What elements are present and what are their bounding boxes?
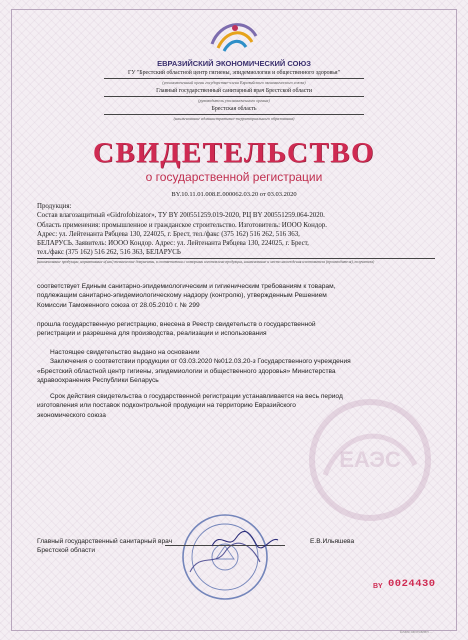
validity-line: экономического союза <box>37 411 106 419</box>
registration-block <box>37 320 437 339</box>
footer-note: Бланк изготовлен ... <box>400 630 433 634</box>
registration-line: прошла государственную регистрацию, внесена в Реестр свидетельств о государственной <box>37 321 316 328</box>
union-name: ЕВРАЗИЙСКИЙ ЭКОНОМИЧЕСКИЙ СОЮЗ <box>157 59 311 68</box>
conformity-line: соответствует Единым санитарно-эпидемиологическим и гигиеническим требованиям к товарам, <box>37 283 336 290</box>
institution-caption: (уполномоченный орган государства-члена Евразийского экономического союза) <box>162 80 306 85</box>
institution-name: ГУ "Брестский областной центр гигиены, эпидемиологии и общественного здоровья" <box>128 70 340 76</box>
product-block <box>37 202 437 258</box>
eaeu-watermark <box>300 395 440 525</box>
product-line: Состав влагозащитный «Gidrofobizator», ТУ BY 200551259.019-2020, РЦ BY 200551259.064-2020. <box>37 212 325 220</box>
signatory-region: Брестской области <box>37 547 96 554</box>
certificate-subtitle: о государственной регистрации <box>145 170 323 184</box>
basis-line: «Брестский областной центр гигиены, эпидемиологии и общественного здоровья» Министерства <box>37 367 336 375</box>
signatory-name: Е.В.Ильяшева <box>310 538 355 545</box>
official-underline <box>104 96 364 97</box>
official-stamp-icon <box>180 512 270 602</box>
product-line: БЕЛАРУСЬ. Заявитель: ИООО Кондор. Адрес: ул. Лейтенанта Рябцева 130, 224025, г. Брест, <box>37 240 309 248</box>
conformity-line: Комиссии Таможенного союза от 28.05.2010 г. № 299 <box>37 301 200 309</box>
product-underline <box>37 258 435 259</box>
handwritten-signature-icon <box>210 528 280 552</box>
signatory-block <box>37 537 172 555</box>
product-line: Область применения: промышленное и гражданское строительство. Изготовитель: ИООО Кондор. <box>37 221 327 229</box>
eaeu-logo-icon <box>206 14 262 54</box>
product-caption: (наименование продукции, нормативные и(или) технические документы, в соответствии с которыми изготовлена продукция, наименование и место нахождения изготовителя (производителя), получателя) <box>37 260 375 264</box>
region-underline <box>104 114 364 115</box>
basis-line: здравоохранения Республики Беларусь <box>37 376 159 384</box>
product-line: тел./факс (375 162) 516 262, 516 363, БЕЛАРУСЬ <box>37 249 181 257</box>
conformity-line: подлежащим санитарно-эпидемиологическому надзору (контролю), утвержденным Решением <box>37 292 327 300</box>
region-name: Брестская область <box>211 106 257 112</box>
official-caption: (руководитель уполномоченного органа) <box>198 98 270 103</box>
institution-underline <box>104 78 364 79</box>
region-caption: (наименование административно-территориального образования) <box>173 116 295 121</box>
registration-line: регистрации и разрешена для производства, реализации и использования <box>37 330 267 338</box>
basis-heading: Настоящее свидетельство выдано на основании <box>50 349 200 356</box>
validity-line: Срок действия свидетельства о государственной регистрации устанавливается на весь период <box>50 393 343 400</box>
validity-line: изготовления или поставок подконтрольной продукции на территорию Евразийского <box>37 402 296 410</box>
product-heading: Продукция: <box>37 203 72 210</box>
basis-block <box>37 348 437 385</box>
product-line: Адрес: ул. Лейтенанта Рябцева 130, 224025, г. Брест, тел./факс (375 162) 516 262, 516 363, <box>37 230 300 238</box>
official-title: Главный государственный санитарный врач Брестской области <box>156 88 312 94</box>
signatory-position: Главный государственный санитарный врач <box>37 538 173 545</box>
watermark-text: ЕАЭС <box>339 447 401 472</box>
certificate-number: BY.10.11.01.008.E.000062.03.20 от 03.03.2020 <box>171 191 297 198</box>
conformity-block <box>37 282 437 310</box>
certificate-title: СВИДЕТЕЛЬСТВО <box>92 137 376 169</box>
serial-prefix: BY <box>373 583 383 590</box>
basis-line: Заключения о соответствии продукции от 03.03.2020 №012.03.20-з Государственного учреждения <box>50 358 351 366</box>
serial-number: 0024430 <box>388 578 436 590</box>
